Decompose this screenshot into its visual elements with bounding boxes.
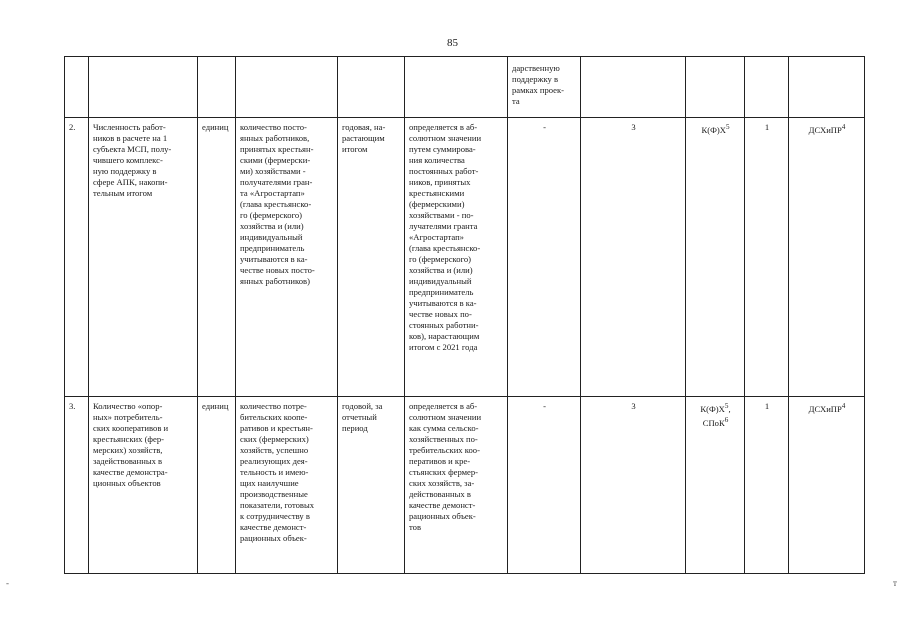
- indicator-definition: количество потре- бительских коопе- ративов и крестьян- ских (фермерских) хозяйств, успешно реализующих дея- тельность и имею- щих наилучшие производственные показатели, готовых к сотрудничеству в качестве демонст- рационных объек-: [236, 397, 338, 574]
- responsible-label: ДСХиПР: [808, 124, 842, 135]
- data-source-footnote: 5: [725, 123, 730, 131]
- calculation-method: определяется в аб- солютном значении как сумма сельско- хозяйственных по- требительских коо- перативов и кре- стьянских фермер- ских хозяйств, за- действованных в качестве демонст- рационных объек- тов: [405, 397, 508, 574]
- cell-empty: [745, 57, 789, 118]
- indicator-name: Количество «опор- ных» потребитель- ских кооперативов и крестьянских (фер- мерских) хозяйств, задействованных в качестве демонстра- ционных объектов: [89, 397, 198, 574]
- page-number: 85: [447, 37, 458, 49]
- indicator-name: Численность работ- ников в расчете на 1 субъекта МСП, полу- чившего комплекс- ную поддержку в сфере АПК, накопи- тельным итогом: [89, 118, 198, 397]
- cell-project-support: дарственную поддержку в рамках проек- та: [508, 57, 581, 118]
- data-source: $К(Ф)Х^5$, СПоК$^6$: [686, 397, 745, 574]
- margin-mark-right: т: [893, 578, 897, 588]
- cell-empty: [198, 57, 236, 118]
- cell-empty: [789, 57, 865, 118]
- cell-empty: [405, 57, 508, 118]
- cell-empty: [338, 57, 405, 118]
- cell-empty: [686, 57, 745, 118]
- cell-value: 3: [581, 118, 686, 397]
- responsible-body: [789, 118, 865, 397]
- cell-value: 1: [745, 397, 789, 574]
- row-number: 2.: [65, 118, 89, 397]
- data-source-footnote-2: 6: [724, 415, 729, 424]
- responsible-body: [789, 397, 865, 574]
- data-source-label: К(Ф)Х: [700, 403, 725, 414]
- responsible-footnote: 4: [841, 123, 846, 131]
- cell-empty: [65, 57, 89, 118]
- cell-empty: [581, 57, 686, 118]
- data-source: [686, 118, 745, 397]
- cell-empty: [89, 57, 198, 118]
- unit: единиц: [198, 118, 236, 397]
- cell-empty: [236, 57, 338, 118]
- cell-dash: -: [508, 397, 581, 574]
- table-row: [65, 397, 865, 574]
- responsible-footnote: 4: [841, 402, 846, 410]
- dynamics: годовая, на- растающим итогом: [338, 118, 405, 397]
- cell-dash: -: [508, 118, 581, 397]
- calculation-method: определяется в аб- солютном значении путем суммирова- ния количества постоянных работ- ников, принятых крестьянскими (фермерскими) хозяйствами - по- лучателями гранта «Агростартап» (глава крестьянско- го (фермерского) хозяйства и (или) индивидуальный предприниматель учитываются в ка- честве новых по- стоянных работни- ков), нарастающим итогом с 2021 года: [405, 118, 508, 397]
- indicator-table: [64, 56, 865, 574]
- cell-value: 1: [745, 118, 789, 397]
- margin-mark-left: -: [6, 578, 9, 588]
- row-number: 3.: [65, 397, 89, 574]
- cell-value: 3: [581, 397, 686, 574]
- indicator-definition: количество посто- янных работников, принятых крестьян- скими (фермерски- ми) хозяйствами - получателями гран- та «Агростартап» (глава крестьянско- го (фермерского) хозяйства и (или) индивидуальный предприниматель учитываются в ка- честве новых посто- янных работников): [236, 118, 338, 397]
- dynamics: годовой, за отчетный период: [338, 397, 405, 574]
- unit: единиц: [198, 397, 236, 574]
- data-source-label-2: СПоК: [702, 417, 725, 428]
- data-source-label: К(Ф)Х: [701, 124, 726, 135]
- data-source-footnote: 5: [724, 402, 729, 410]
- table-row-continuation: [65, 57, 865, 118]
- table-row: [65, 118, 865, 397]
- responsible-label: ДСХиПР: [808, 403, 842, 414]
